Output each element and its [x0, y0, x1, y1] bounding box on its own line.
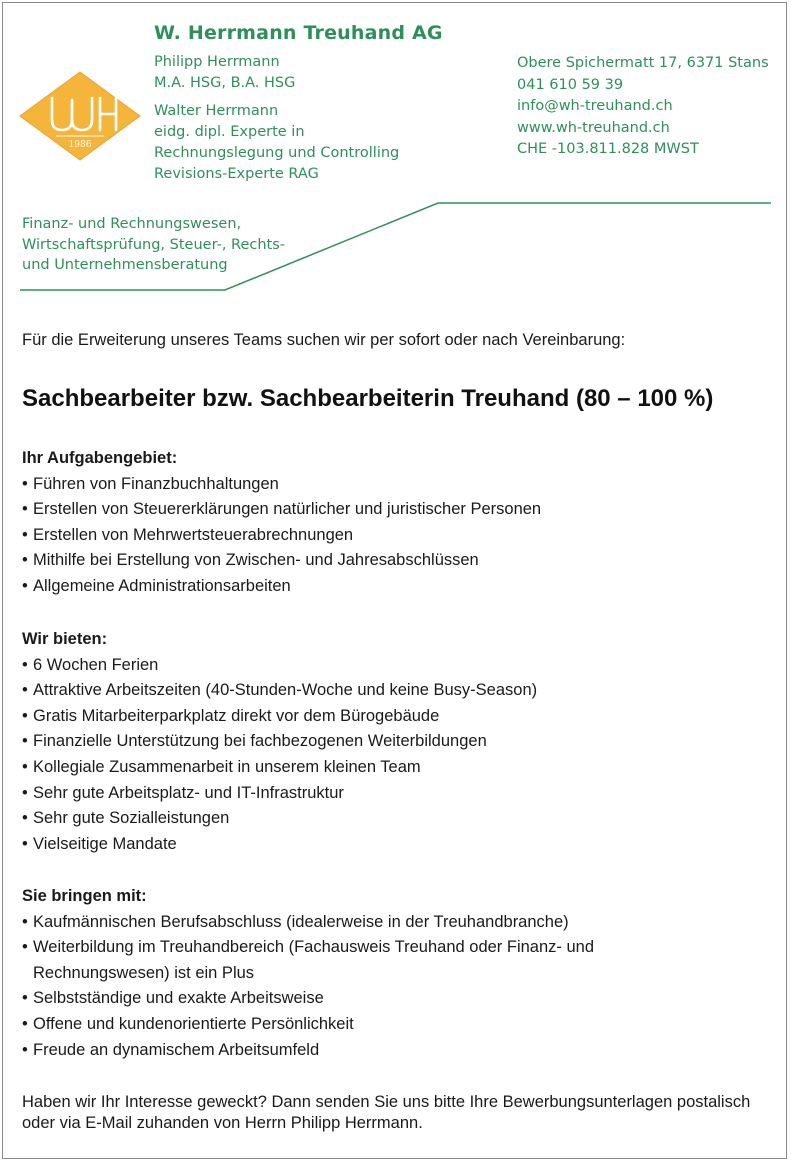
- person-title: eidg. dipl. Experte in: [154, 124, 305, 140]
- list-item: • Kollegiale Zusammenarbeit in unserem kleinen Team: [22, 755, 537, 781]
- phone: 041 610 59 39: [517, 76, 624, 93]
- person-title: Revisions-Experte RAG: [154, 166, 319, 182]
- list-item: • Sehr gute Arbeitsplatz- und IT-Infrastruktur: [22, 781, 537, 807]
- services-line: Wirtschaftsprüfung, Steuer-, Rechts-: [22, 236, 286, 253]
- company-logo: [18, 70, 142, 162]
- section-tasks: [22, 446, 541, 600]
- closing-text: Haben wir Ihr Interesse geweckt? Dann senden Sie uns bitte Ihre Bewerbungsunterlagen postalisch oder via E-Mail zuhanden von Herrn Philipp Herrmann.: [22, 1093, 751, 1132]
- list-item: • Kaufmännischen Berufsabschluss (idealerweise in der Treuhandbranche): [22, 910, 672, 936]
- person-walter: [154, 101, 399, 185]
- services-line: und Unternehmensberatung: [22, 257, 228, 273]
- contact-block: [517, 53, 769, 161]
- list-item: • Mithilfe bei Erstellung von Zwischen- und Jahresabschlüssen: [22, 548, 541, 574]
- person-name: Philipp Herrmann: [154, 54, 280, 70]
- logo-year: 1986: [68, 140, 92, 150]
- job-title: Sachbearbeiter bzw. Sachbearbeiterin Treuhand (80 – 100 %): [22, 385, 714, 412]
- list-item: • Freude an dynamischem Arbeitsumfeld: [22, 1038, 672, 1064]
- list-item: • Offene und kundenorientierte Persönlichkeit: [22, 1012, 672, 1038]
- list-item: • Weiterbildung im Treuhandbereich (Fachausweis Treuhand oder Finanz- und Rechnungswesen) ist ein Plus: [22, 935, 672, 986]
- list-item: • Allgemeine Administrationsarbeiten: [22, 574, 541, 600]
- services-line: Finanz- und Rechnungswesen,: [22, 216, 242, 232]
- list-item: • Erstellen von Mehrwertsteuerabrechnungen: [22, 523, 541, 549]
- address: Obere Spichermatt 17, 6371 Stans: [517, 55, 769, 71]
- list-item: • Sehr gute Sozialleistungen: [22, 806, 537, 832]
- list-item: • Selbstständige und exakte Arbeitsweise: [22, 986, 672, 1012]
- list-item: • Vielseitige Mandate: [22, 832, 537, 858]
- section-heading: Ihr Aufgabengebiet:: [22, 449, 178, 467]
- company-name: W. Herrmann Treuhand AG: [154, 22, 443, 44]
- person-title: Rechnungslegung und Controlling: [154, 145, 400, 161]
- section-heading: Sie bringen mit:: [22, 887, 147, 905]
- services-text: [22, 214, 285, 276]
- vat-number: CHE -103.811.828 MWST: [517, 141, 699, 157]
- section-requirements: [22, 884, 672, 1063]
- person-name: Walter Herrmann: [154, 103, 279, 119]
- person-philipp: [154, 52, 295, 94]
- section-offer: [22, 627, 537, 857]
- person-degree: M.A. HSG, B.A. HSG: [154, 75, 296, 91]
- list-item: • Finanzielle Unterstützung bei fachbezogenen Weiterbildungen: [22, 729, 537, 755]
- list-item: • 6 Wochen Ferien: [22, 653, 537, 679]
- list-item: • Attraktive Arbeitszeiten (40-Stunden-Woche und keine Busy-Season): [22, 678, 537, 704]
- intro-text: Für die Erweiterung unseres Teams suchen wir per sofort oder nach Vereinbarung:: [22, 331, 626, 349]
- email-link[interactable]: info@wh-treuhand.ch: [517, 98, 673, 114]
- list-item: • Erstellen von Steuererklärungen natürlicher und juristischer Personen: [22, 497, 541, 523]
- website-link[interactable]: www.wh-treuhand.ch: [517, 119, 670, 136]
- section-heading: Wir bieten:: [22, 630, 108, 648]
- list-item: • Gratis Mitarbeiterparkplatz direkt vor dem Bürogebäude: [22, 704, 537, 730]
- list-item: • Führen von Finanzbuchhaltungen: [22, 472, 541, 498]
